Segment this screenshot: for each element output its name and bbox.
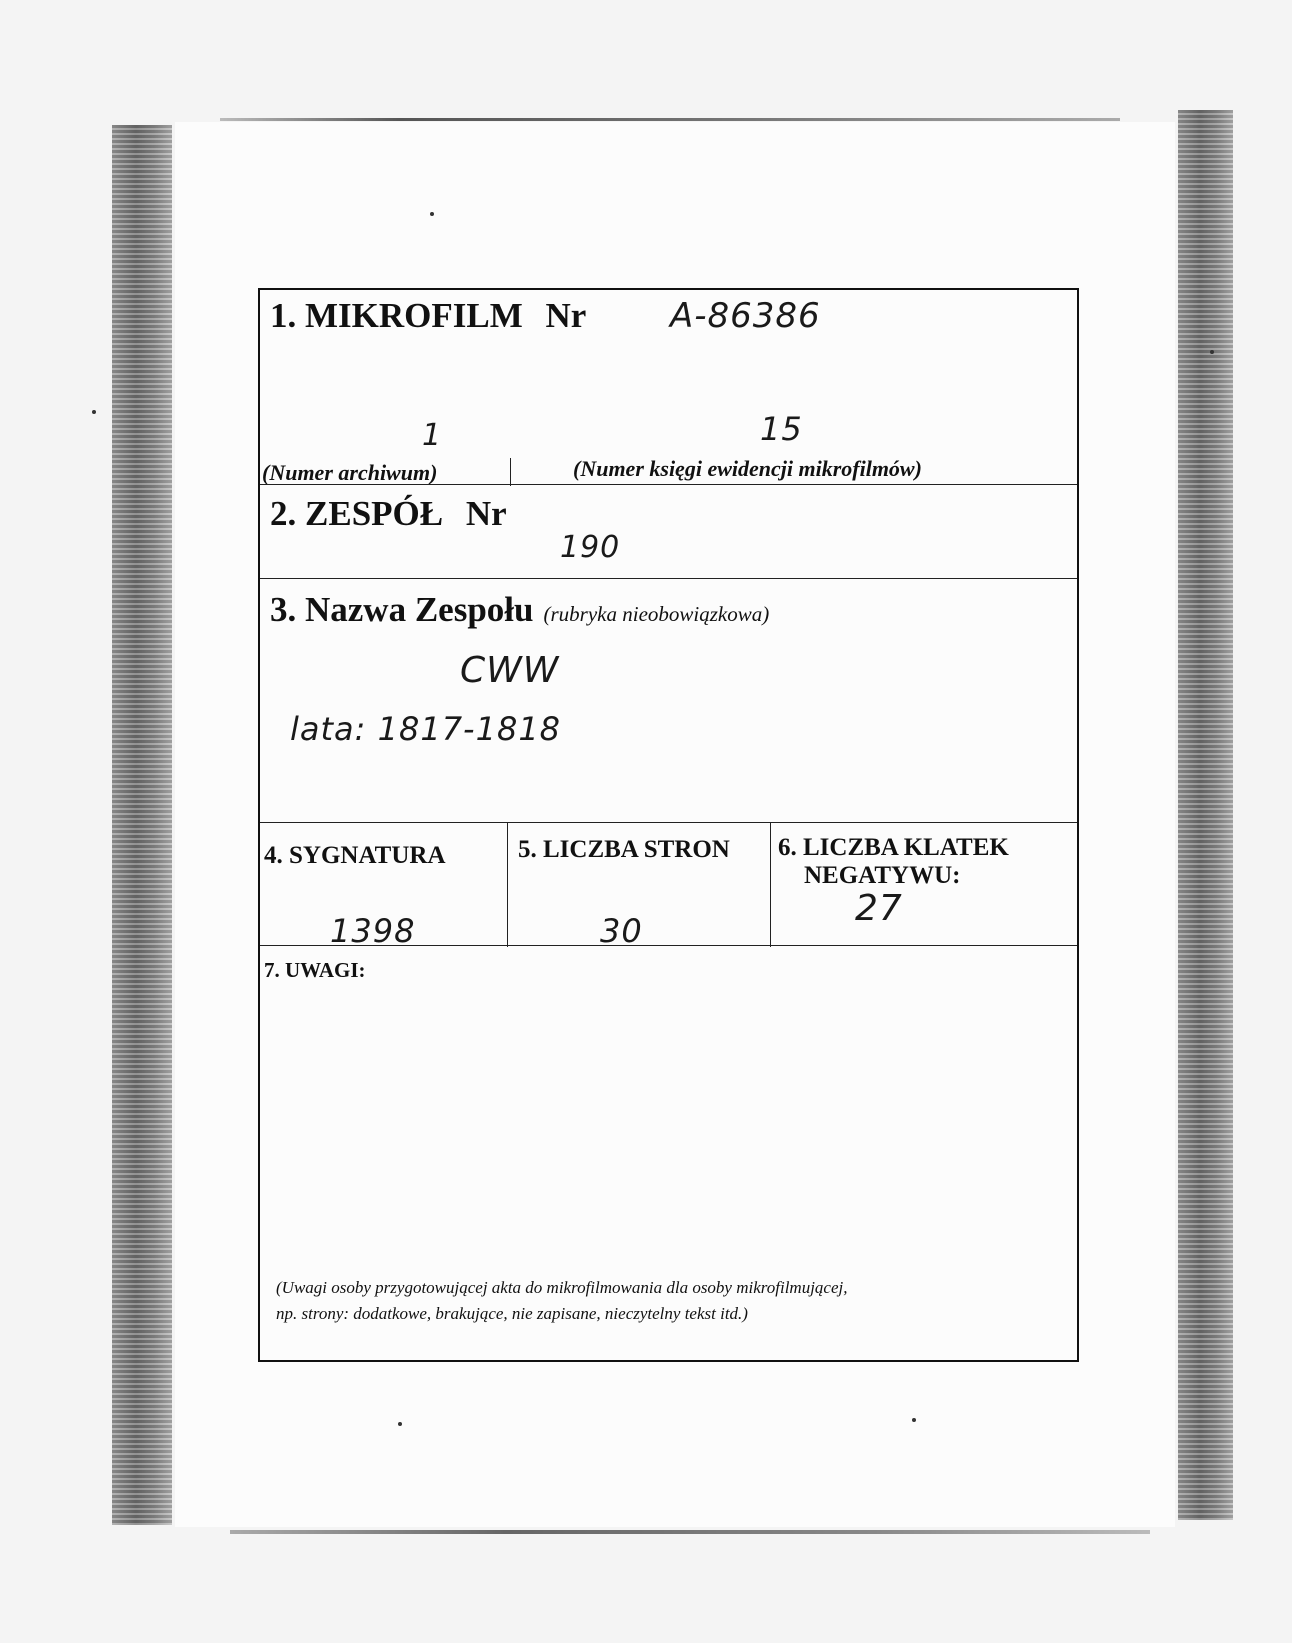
register-number-label: (Numer księgi ewidencji mikrofilmów) bbox=[573, 456, 922, 481]
field2-title: 2. ZESPÓŁ bbox=[270, 494, 444, 533]
field6-label-line2: NEGATYWU: bbox=[804, 862, 961, 889]
scan-speck bbox=[92, 410, 96, 414]
field4-label: 4. SYGNATURA bbox=[264, 842, 446, 869]
remarks-note-line1: (Uwagi osoby przygotowującej akta do mikrofilmowania dla osoby mikrofilmującej, bbox=[276, 1278, 848, 1297]
fonds-name-value: CWW bbox=[460, 650, 560, 691]
row-divider-2 bbox=[260, 578, 1077, 579]
field1-number: 1. bbox=[270, 296, 297, 335]
scan-edge-top bbox=[220, 118, 1120, 121]
microfilm-number-value: A-86386 bbox=[670, 296, 821, 336]
frame-count-value: 27 bbox=[855, 888, 903, 929]
col-divider-2 bbox=[770, 822, 771, 947]
field3-title: 3. Nazwa Zespołu bbox=[270, 590, 534, 629]
row-divider-3 bbox=[260, 822, 1077, 823]
field2-nr: Nr bbox=[465, 494, 507, 533]
scan-speck bbox=[912, 1418, 916, 1422]
fonds-years-value: lata: 1817-1818 bbox=[290, 710, 562, 748]
archive-number-label: (Numer archiwum) bbox=[262, 460, 438, 485]
field2-label bbox=[270, 494, 507, 534]
remarks-note bbox=[276, 1275, 848, 1327]
page-count-value: 30 bbox=[600, 912, 643, 950]
scan-speck bbox=[1210, 350, 1214, 354]
col-divider-1 bbox=[507, 822, 508, 947]
microfilm-edge-right bbox=[1178, 110, 1233, 1520]
microfilm-edge-left bbox=[112, 125, 172, 1525]
register-number-value: 15 bbox=[760, 410, 803, 448]
field1-title: MIKROFILM bbox=[305, 296, 523, 335]
signature-value: 1398 bbox=[330, 912, 416, 950]
field1-label bbox=[270, 296, 586, 336]
row-divider-4 bbox=[260, 945, 1077, 946]
remarks-note-line2: np. strony: dodatkowe, brakujące, nie zapisane, nieczytelny tekst itd.) bbox=[276, 1304, 748, 1323]
field1-divider bbox=[510, 458, 511, 486]
microfilm-form bbox=[258, 288, 1079, 1362]
field1-nr: Nr bbox=[545, 296, 587, 335]
field6-label bbox=[778, 834, 1009, 890]
field3-label bbox=[270, 590, 769, 630]
field3-note: (rubryka nieobowiązkowa) bbox=[543, 602, 770, 626]
row-divider-1 bbox=[260, 484, 1077, 485]
scan-speck bbox=[398, 1422, 402, 1426]
scan-speck bbox=[430, 212, 434, 216]
archive-number-value: 1 bbox=[422, 418, 443, 453]
field5-label: 5. LICZBA STRON bbox=[518, 836, 730, 863]
field7-label: 7. UWAGI: bbox=[264, 958, 366, 982]
field6-label-line1: 6. LICZBA KLATEK bbox=[778, 834, 1009, 861]
fonds-number-value: 190 bbox=[560, 530, 621, 565]
scan-edge-bottom bbox=[230, 1530, 1150, 1534]
